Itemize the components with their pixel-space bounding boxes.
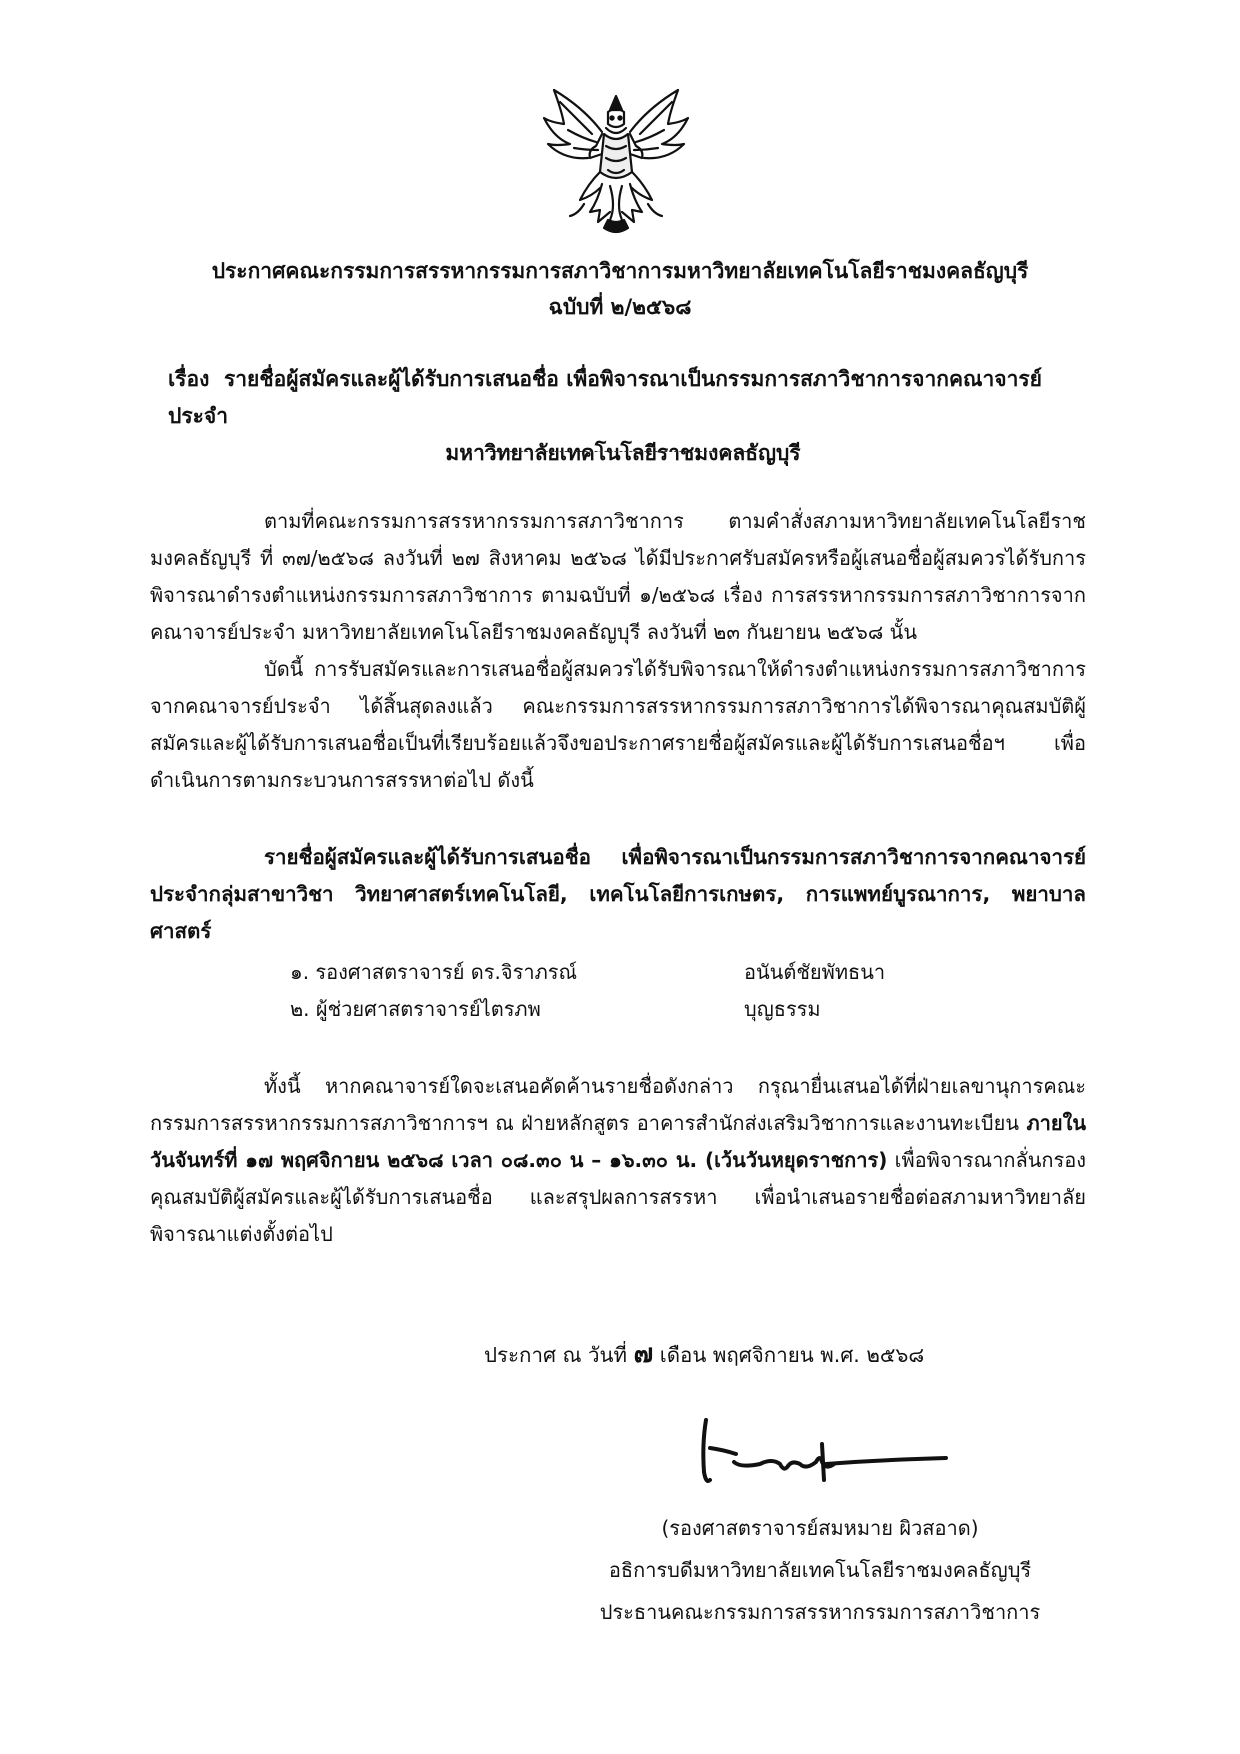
list-item: [290, 992, 821, 1026]
signer-name: (รองศาสตราจารย์สมหมาย ผิวสอาด): [661, 1516, 979, 1540]
subject-line-2: มหาวิทยาลัยเทคโนโลยีราชมงคลธัญบุรี: [445, 441, 801, 465]
candidate-surname: บุญธรรม: [744, 997, 821, 1021]
objection-deadline: ภายในวันจันทร์ที่ ๑๗ พฤศจิกายน ๒๕๖๘ เวลา ๐๘.๓๐ น – ๑๖.๓๐ น. (เว้นวันหยุดราชการ): [150, 1111, 1087, 1172]
announce-day: ๗: [633, 1339, 654, 1369]
objection-lead: ทั้งนี้ หากคณาจารย์ใดจะเสนอคัดค้านรายชื่อดังกล่าว กรุณายื่นเสนอได้ที่ฝ่ายเลขานุการคณะกรรมการสรรหากรรมการสภาวิชาการฯ ณ ฝ่ายหลักสูตร อาคารสำนักส่งเสริมวิชาการและงานทะเบียน: [150, 1074, 1086, 1135]
announce-suffix: เดือน พฤศจิกายน พ.ศ. ๒๕๖๘: [659, 1343, 925, 1367]
announcement-date: [484, 1333, 924, 1374]
objection-tail: เพื่อพิจารณากลั่นกรองคุณสมบัติผู้สมัครและผู้ได้รับการเสนอชื่อ และสรุปผลการสรรหา เพื่อนำเสนอรายชื่อต่อสภามหาวิทยาลัยพิจารณาแต่งตั้งต่อไป: [150, 1148, 1086, 1246]
signer-position-2: ประธานคณะกรรมการสรรหากรรมการสภาวิชาการ: [599, 1600, 1041, 1624]
subject-label: เรื่อง: [168, 367, 210, 391]
candidate-surname: อนันต์ชัยพัทธนา: [744, 960, 886, 984]
subject-line-1: รายชื่อผู้สมัครและผู้ได้รับการเสนอชื่อ เพื่อพิจารณาเป็นกรรมการสภาวิชาการจากคณาจารย์ประจำ: [168, 367, 1042, 428]
signer-position-1: อธิการบดีมหาวิทยาลัยเทคโนโลยีราชมงคลธัญบุรี: [608, 1558, 1032, 1582]
status-paragraph: บัดนี้ การรับสมัครและการเสนอชื่อผู้สมควรได้รับพิจารณาให้ดำรงตำแหน่งกรรมการสภาวิชาการจากคณาจารย์ประจำ ได้สิ้นสุดลงแล้ว คณะกรรมการสรรหากรรมการสภาวิชาการได้พิจารณาคุณสมบัติผู้สมัครและผู้ได้รับการเสนอชื่อเป็นที่เรียบร้อยแล้วจึงขอประกาศรายชื่อผู้สมัครและผู้ได้รับการเสนอชื่อฯ เพื่อดำเนินการตามกระบวนการสรรหาต่อไป ดังนี้: [150, 657, 1086, 792]
page-title: ประกาศคณะกรรมการสรรหากรรมการสภาวิชาการมหาวิทยาลัยเทคโนโลยีราชมงคลธัญบุรี: [211, 259, 1029, 283]
list-item: [290, 955, 886, 989]
issue-number: ฉบับที่ ๒/๒๕๖๘: [548, 295, 692, 319]
subject-block: [168, 361, 1078, 472]
candidate-name: ๒. ผู้ช่วยศาสตราจารย์ไตรภพ: [290, 997, 541, 1021]
garuda-emblem-icon: [540, 88, 692, 238]
subject-divider: [480, 451, 752, 452]
signature-icon: [676, 1414, 958, 1496]
intro-paragraph: ตามที่คณะกรรมการสรรหากรรมการสภาวิชาการ ตามคำสั่งสภามหาวิทยาลัยเทคโนโลยีราชมงคลธัญบุรี ที่ ๓๗/๒๕๖๘ ลงวันที่ ๒๗ สิงหาคม ๒๕๖๘ ได้มีประกาศรับสมัครหรือผู้เสนอชื่อผู้สมควรได้รับการพิจารณาดำรงตำแหน่งกรรมการสภาวิชาการ ตามฉบับที่ ๑/๒๕๖๘ เรื่อง การสรรหากรรมการสภาวิชาการจากคณาจารย์ประจำ มหาวิทยาลัยเทคโนโลยีราชมงคลธัญบุรี ลงวันที่ ๒๓ กันยายน ๒๕๖๘ นั้น: [150, 509, 1086, 644]
candidates-heading: รายชื่อผู้สมัครและผู้ได้รับการเสนอชื่อ เพื่อพิจารณาเป็นกรรมการสภาวิชาการจากคณาจารย์ประจำกลุ่มสาขาวิชา วิทยาศาสตร์เทคโนโลยี, เทคโนโลยีการเกษตร, การแพทย์บูรณาการ, พยาบาลศาสตร์: [150, 845, 1086, 943]
objection-paragraph: [150, 1068, 1086, 1253]
announce-prefix: ประกาศ ณ วันที่: [484, 1343, 628, 1367]
candidate-name: ๑. รองศาสตราจารย์ ดร.จิราภรณ์: [290, 960, 578, 984]
